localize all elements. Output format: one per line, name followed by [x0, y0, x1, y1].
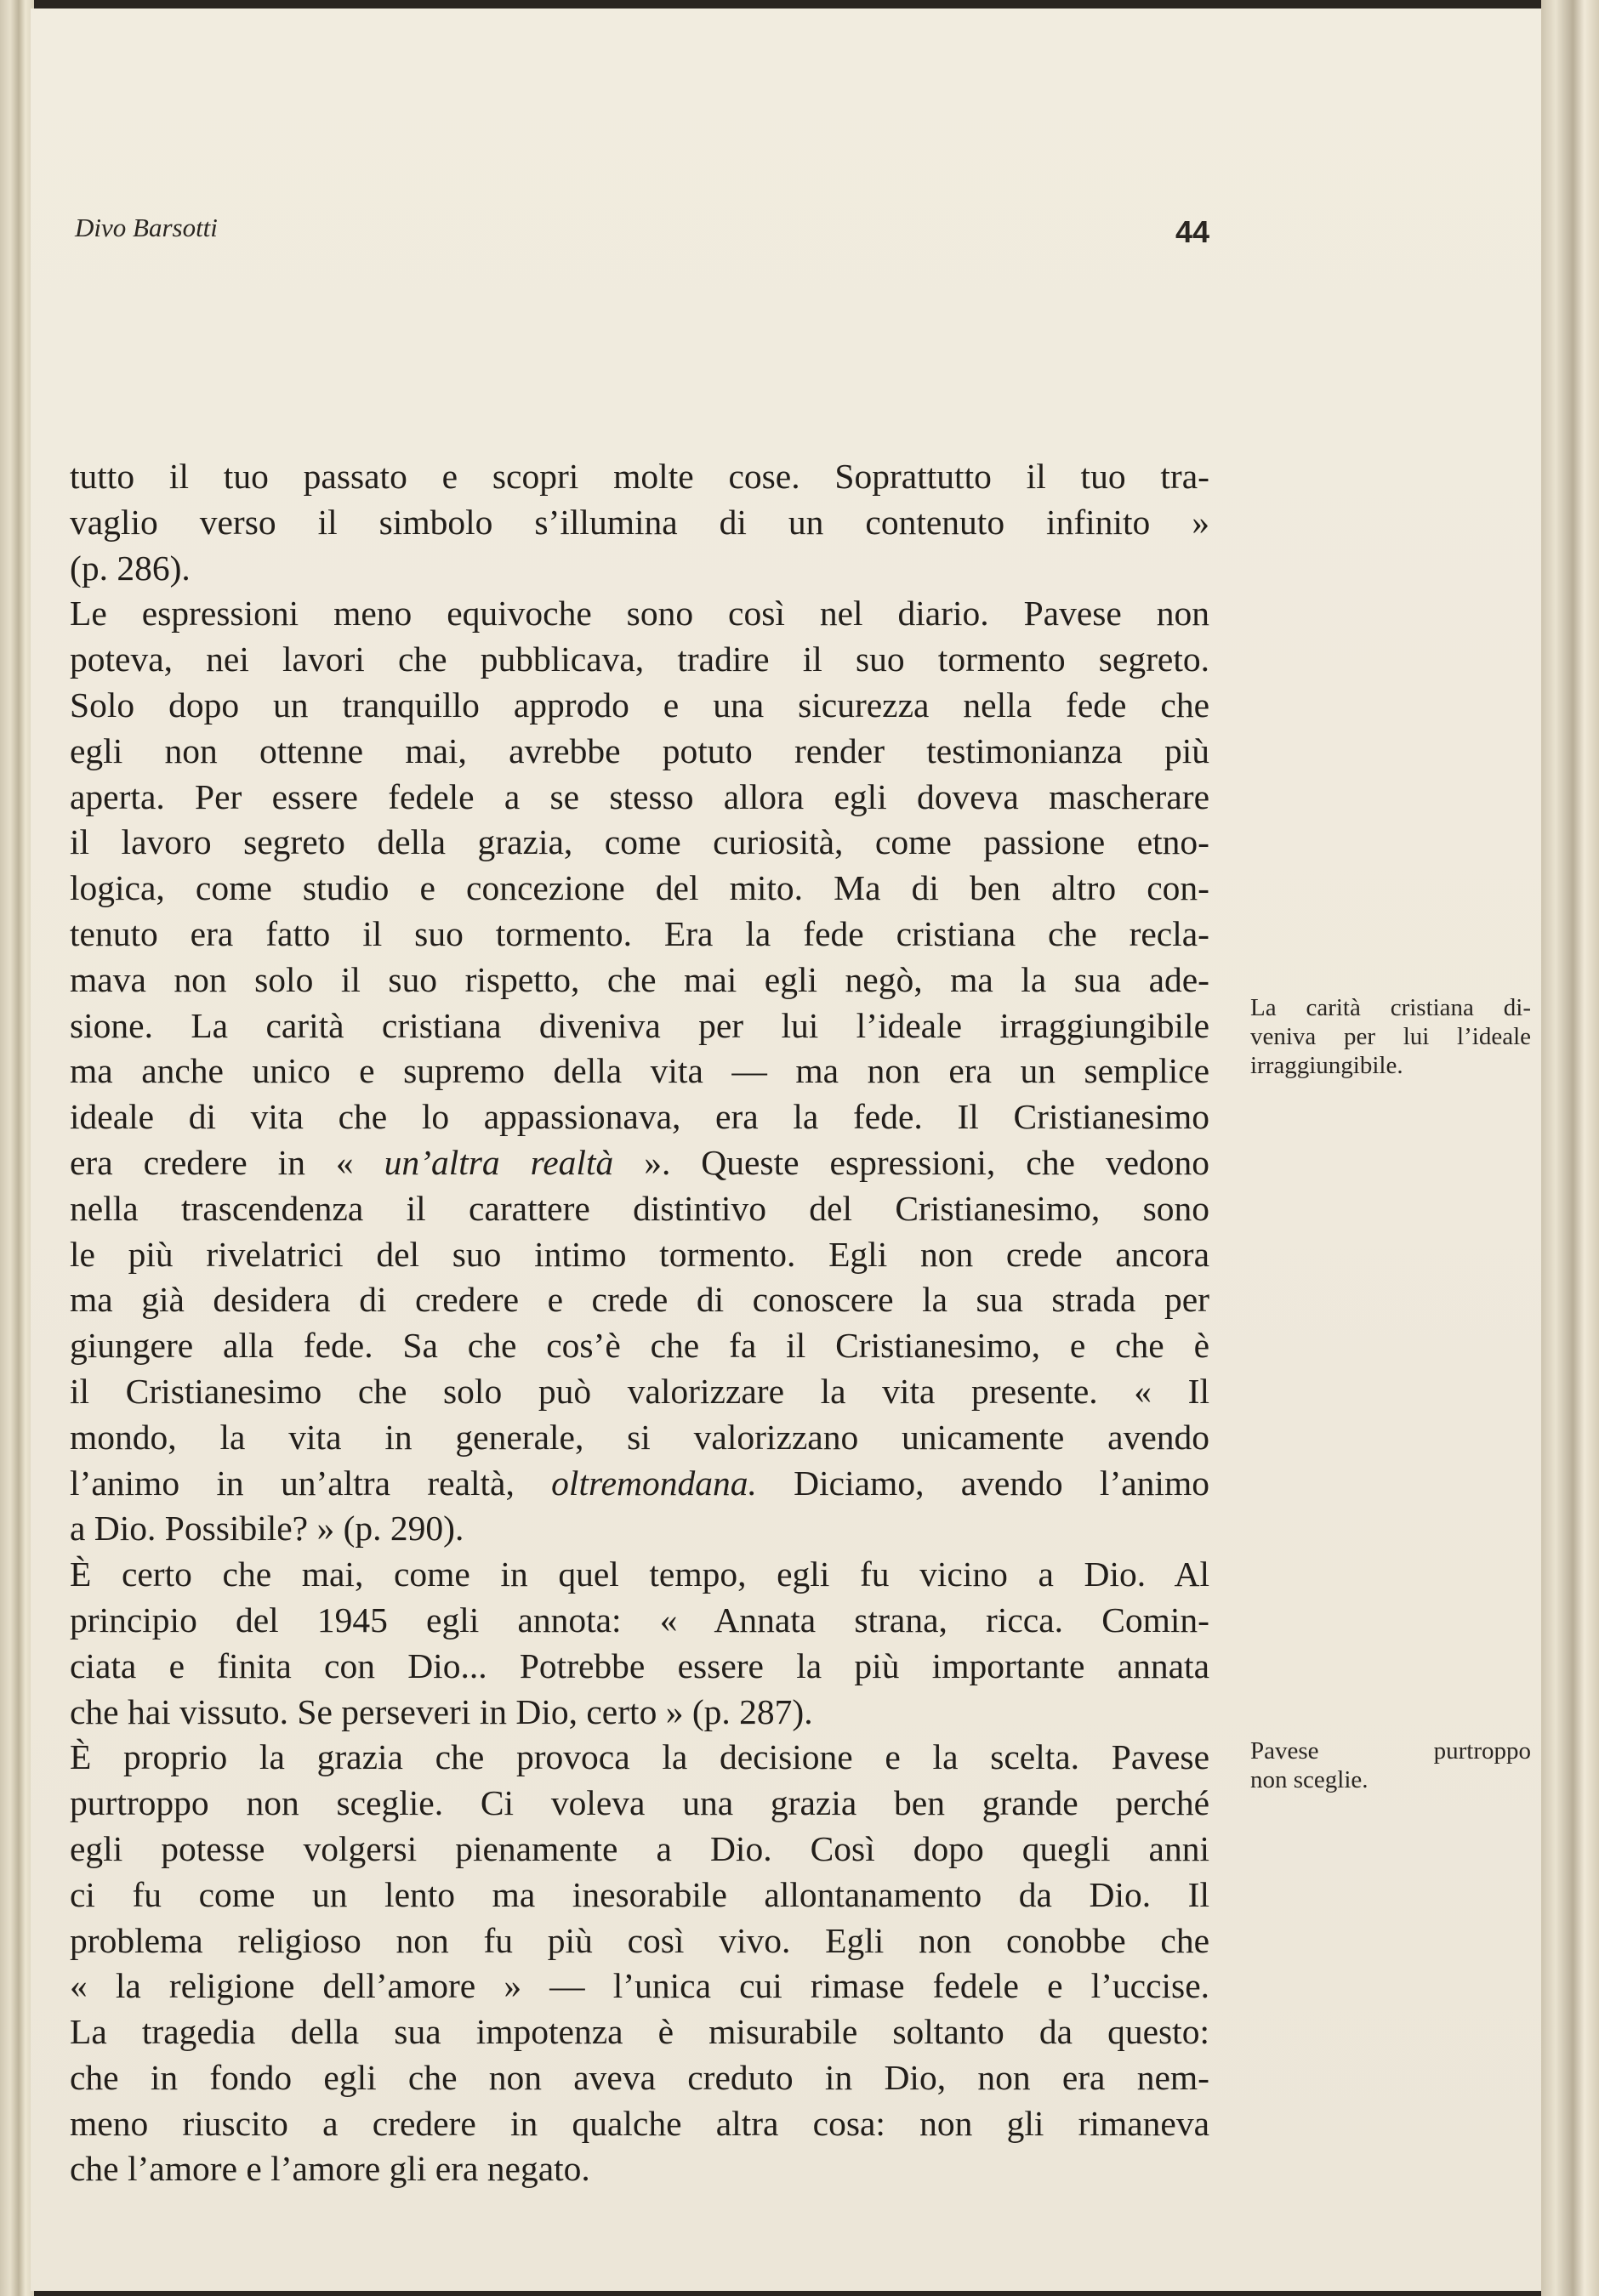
- text-line: [70, 1094, 1209, 1140]
- text-segment: a Dio. Possibile? » (p. 290).: [70, 1509, 464, 1549]
- text-line: [70, 2101, 1209, 2147]
- text-line: [70, 1735, 1209, 1781]
- text-line: [70, 1232, 1209, 1278]
- text-line: [70, 1781, 1209, 1827]
- text-line: [70, 912, 1209, 958]
- text-line: [70, 1277, 1209, 1323]
- text-line: [70, 958, 1209, 1003]
- text-line: [70, 1690, 1209, 1736]
- text-segment: purtroppo non sceglie. Ci voleva una grazia ben grande perché: [70, 1783, 1209, 1823]
- show-through-text: [1255, 561, 1527, 588]
- text-line: [70, 1506, 1209, 1552]
- page-number: 44: [1175, 214, 1210, 249]
- text-segment: che l’amore e l’amore gli era negato.: [70, 2149, 590, 2189]
- text-segment: ideale di vita che lo appassionava, era la fede. Il Cristianesimo: [70, 1097, 1209, 1137]
- text-segment: ci fu come un lento ma inesorabile allontanamento da Dio. Il: [70, 1874, 1209, 1914]
- text-line: [70, 546, 1209, 592]
- text-line: [70, 591, 1209, 637]
- text-line: [70, 1598, 1209, 1644]
- text-segment: le più rivelatrici del suo intimo tormento. Egli non crede ancora: [70, 1234, 1209, 1274]
- text-line: [70, 2055, 1209, 2101]
- text-line: [70, 1369, 1209, 1415]
- text-segment: che in fondo egli che non aveva creduto in Dio, non era nem-: [70, 2057, 1209, 2097]
- text-segment: È certo che mai, come in quel tempo, egli fu vicino a Dio. Al: [70, 1554, 1209, 1594]
- text-segment: ma già desidera di credere e crede di conoscere la sua strada per: [70, 1280, 1209, 1320]
- text-line: [70, 1415, 1209, 1461]
- text-segment: egli non ottenne mai, avrebbe potuto render testimonianza più: [70, 730, 1209, 770]
- text-line: [70, 1003, 1209, 1049]
- italic-phrase: un’altra realtà: [384, 1142, 614, 1182]
- page-edge-right: [1541, 0, 1599, 2296]
- text-line: [70, 866, 1209, 912]
- text-line: [70, 775, 1209, 821]
- text-line: [70, 637, 1209, 683]
- text-segment: È proprio la grazia che provoca la decisione e la scelta. Pavese: [70, 1737, 1209, 1777]
- text-segment: ma anche unico e supremo della vita — ma non era un semplice: [70, 1051, 1209, 1091]
- text-segment: Solo dopo un tranquillo approdo e una sicurezza nella fede che: [70, 685, 1209, 725]
- text-line: [70, 2009, 1209, 2055]
- text-segment: Diciamo, avendo l’animo: [756, 1463, 1209, 1503]
- text-segment: giungere alla fede. Sa che cos’è che fa il Cristianesimo, e che è: [70, 1326, 1209, 1366]
- text-segment: vaglio verso il simbolo s’illumina di un contenuto infinito »: [70, 502, 1209, 542]
- text-line: [70, 1323, 1209, 1369]
- text-segment: problema religioso non fu più così vivo. Egli non conobbe che: [70, 1920, 1209, 1960]
- margin-note-carita: [1250, 993, 1531, 1080]
- text-line: [70, 1644, 1209, 1690]
- text-line: [70, 1964, 1209, 2009]
- text-segment: ». Queste espressioni, che vedono: [613, 1142, 1209, 1182]
- text-line: [70, 683, 1209, 729]
- text-line: [70, 820, 1209, 866]
- text-line: [70, 1552, 1209, 1598]
- text-line: [70, 1186, 1209, 1232]
- margin-note-line: veniva per lui l’ideale: [1250, 1023, 1531, 1050]
- text-line: [70, 454, 1209, 500]
- text-line: [70, 2146, 1209, 2192]
- text-segment: ciata e finita con Dio... Potrebbe essere la più importante annata: [70, 1645, 1209, 1685]
- text-segment: aperta. Per essere fedele a se stesso allora egli doveva mascherare: [70, 776, 1209, 816]
- text-segment: nella trascendenza il carattere distintivo del Cristianesimo, sono: [70, 1188, 1209, 1228]
- text-segment: il Cristianesimo che solo può valorizzare la vita presente. « Il: [70, 1371, 1209, 1411]
- running-head-author: Divo Barsotti: [75, 213, 218, 242]
- text-segment: mava non solo il suo rispetto, che mai egli negò, ma la sua ade-: [70, 959, 1209, 999]
- text-line: [70, 1827, 1209, 1873]
- margin-note-line: Pavese purtroppo: [1250, 1737, 1531, 1765]
- text-segment: (p. 286).: [70, 548, 191, 588]
- text-segment: che hai vissuto. Se perseveri in Dio, certo » (p. 287).: [70, 1691, 813, 1731]
- text-line: [70, 1140, 1209, 1186]
- text-segment: l’animo in un’altra realtà,: [70, 1463, 552, 1503]
- margin-note-line: irraggiungibile.: [1250, 1052, 1403, 1079]
- text-segment: tenuto era fatto il suo tormento. Era la fede cristiana che recla-: [70, 913, 1209, 953]
- margin-note-line: La carità cristiana di-: [1250, 994, 1531, 1021]
- italic-phrase: oltremondana.: [551, 1463, 757, 1503]
- text-segment: mondo, la vita in generale, si valorizzano unicamente avendo: [70, 1417, 1209, 1457]
- page-edge-left: [0, 0, 34, 2296]
- text-line: [70, 1873, 1209, 1918]
- text-segment: La tragedia della sua impotenza è misurabile soltanto da questo:: [70, 2012, 1209, 2052]
- text-segment: era credere in «: [70, 1142, 384, 1182]
- text-line: [70, 1461, 1209, 1507]
- margin-note-pavese: [1250, 1736, 1531, 1794]
- text-segment: Le espressioni meno equivoche sono così nel diario. Pavese non: [70, 594, 1209, 634]
- text-segment: logica, come studio e concezione del mito. Ma di ben altro con-: [70, 868, 1209, 908]
- main-text-block: [70, 454, 1209, 2192]
- text-line: [70, 1918, 1209, 1964]
- text-line: [70, 1049, 1209, 1094]
- text-segment: sione. La carità cristiana diveniva per lui l’ideale irraggiungibile: [70, 1005, 1209, 1045]
- text-segment: tutto il tuo passato e scopri molte cose. Soprattutto il tuo tra-: [70, 457, 1209, 496]
- text-line: [70, 729, 1209, 775]
- text-segment: poteva, nei lavori che pubblicava, tradire il suo tormento segreto.: [70, 639, 1209, 679]
- text-segment: « la religione dell’amore » — l’unica cui rimase fedele e l’uccise.: [70, 1966, 1209, 2006]
- text-segment: egli potesse volgersi pienamente a Dio. Così dopo quegli anni: [70, 1828, 1209, 1868]
- margin-note-line: non sceglie.: [1250, 1766, 1369, 1793]
- text-segment: principio del 1945 egli annota: « Annata strana, ricca. Comin-: [70, 1600, 1209, 1640]
- text-segment: il lavoro segreto della grazia, come curiosità, come passione etno-: [70, 822, 1209, 862]
- text-line: [70, 500, 1209, 546]
- text-segment: meno riuscito a credere in qualche altra cosa: non gli rimaneva: [70, 2103, 1209, 2143]
